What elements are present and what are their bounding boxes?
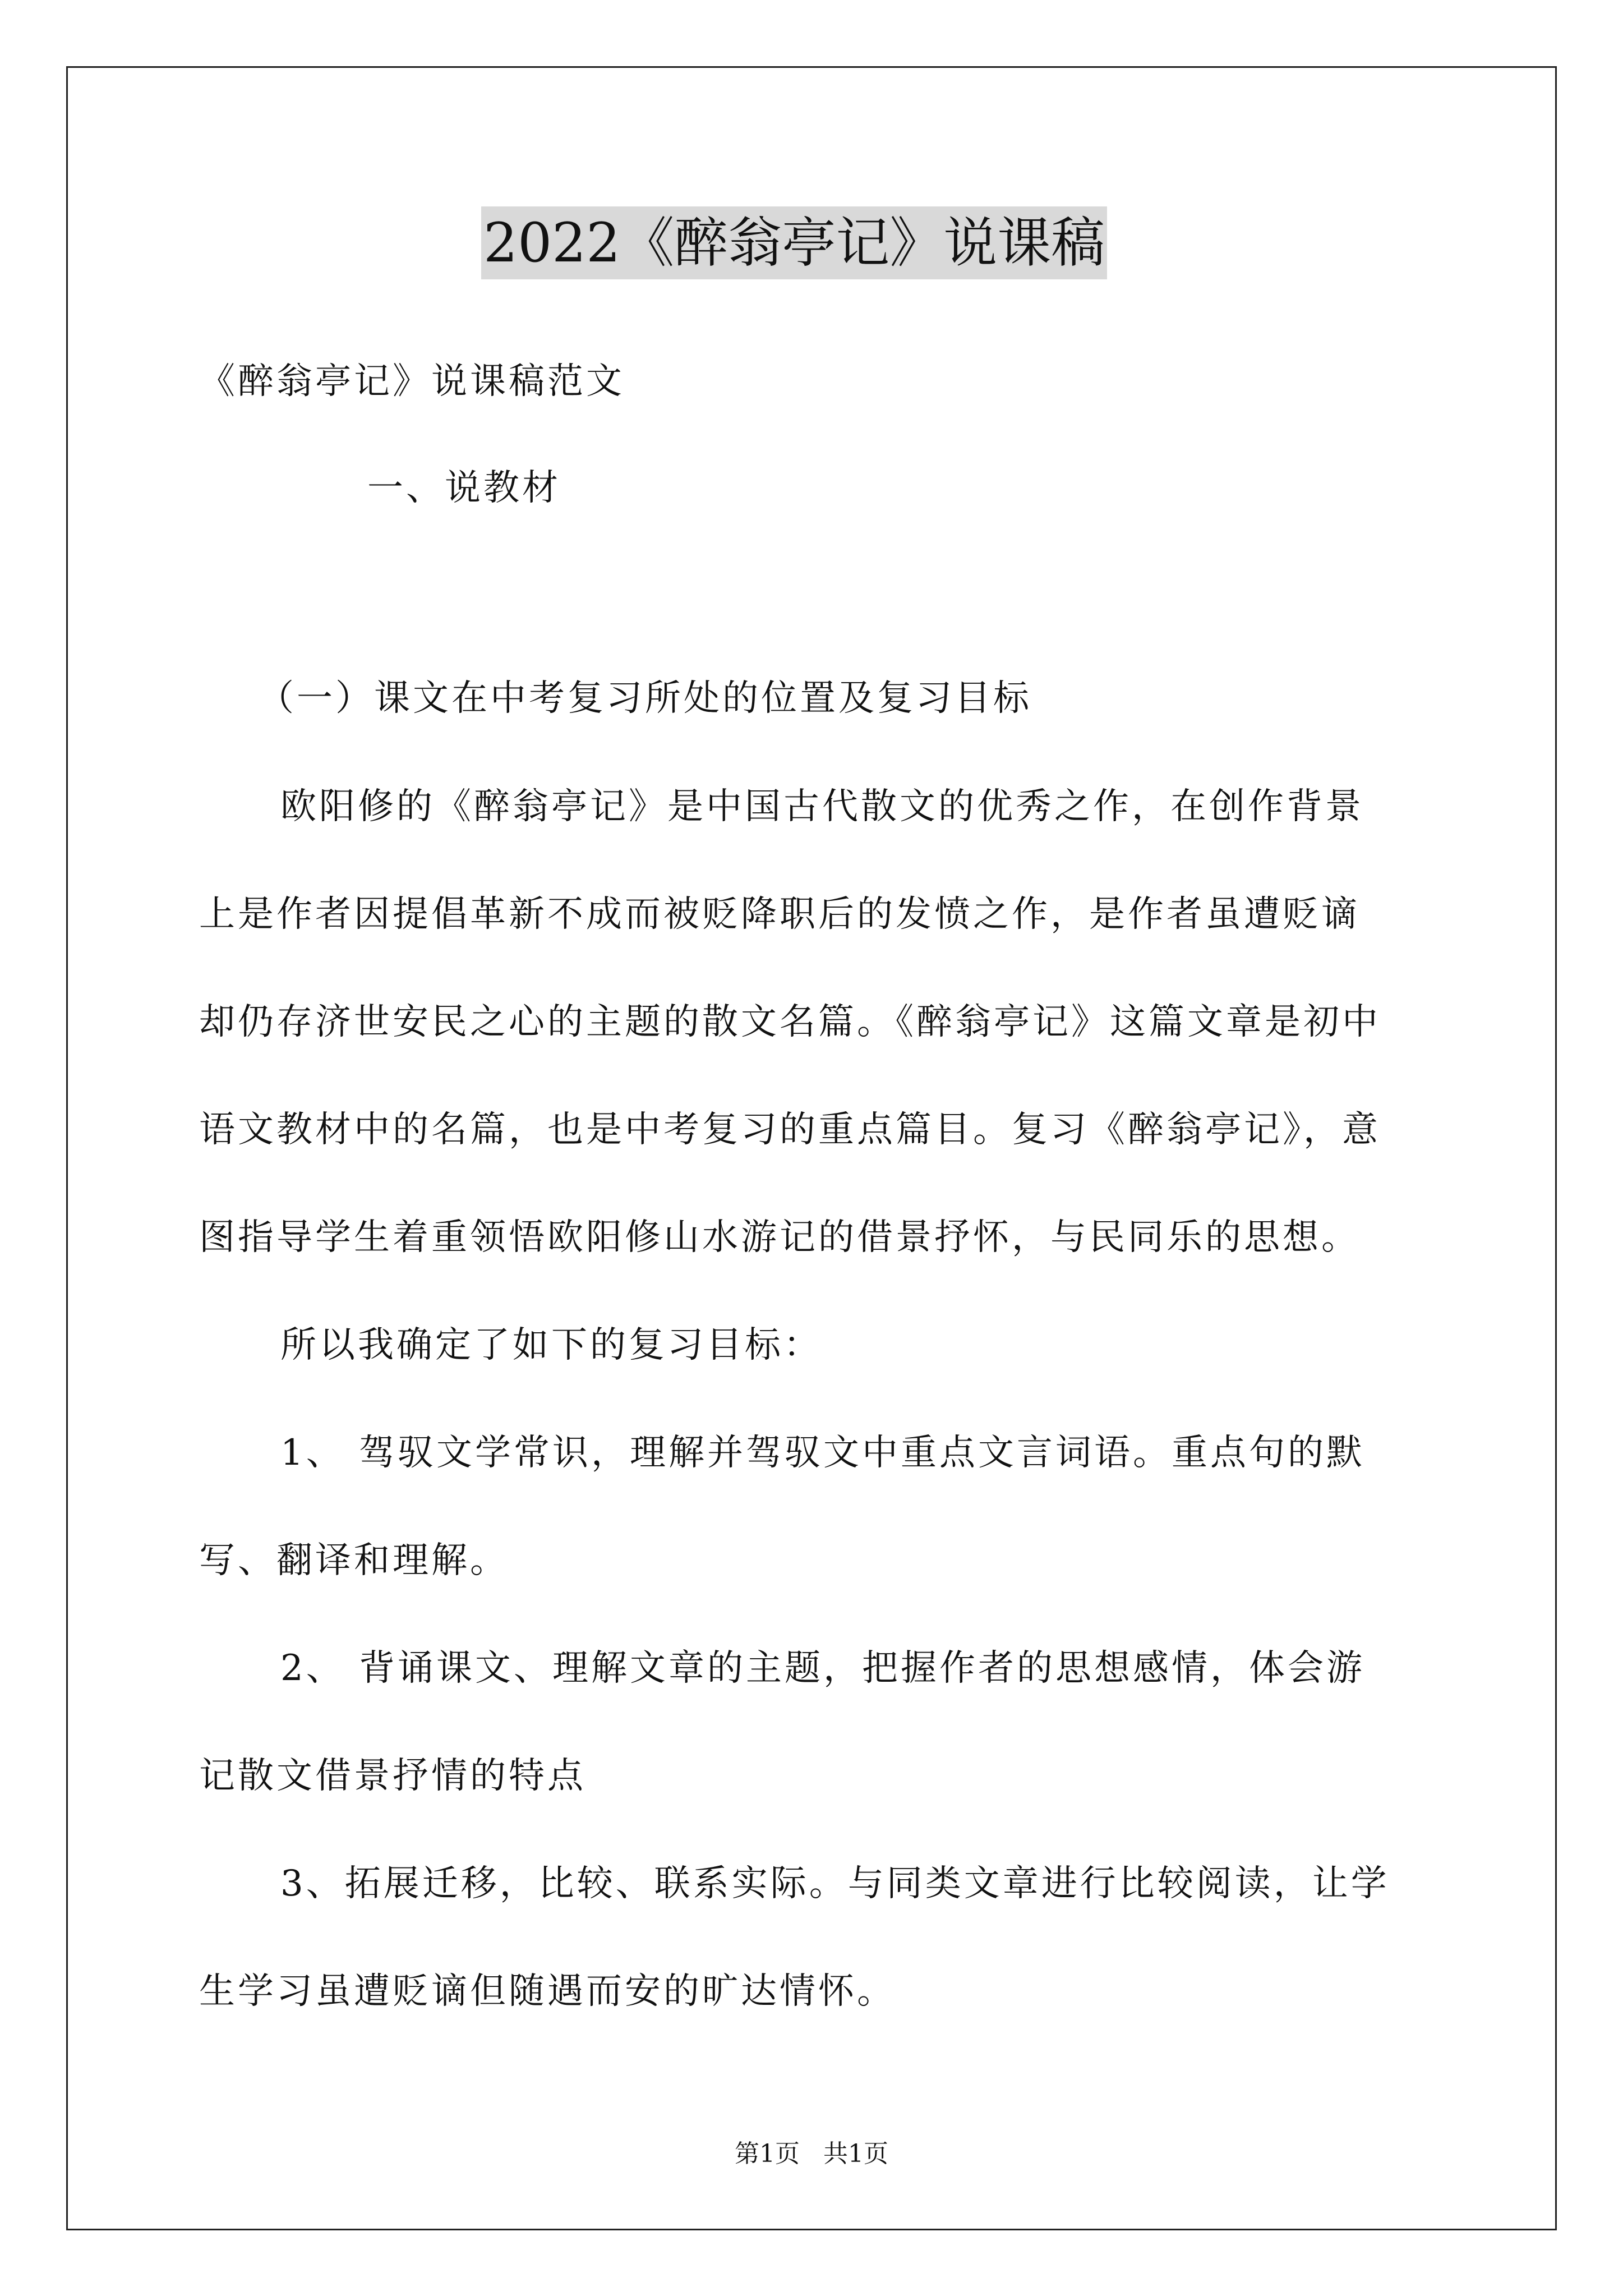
goals-intro: 所以我确定了如下的复习目标： [280,1324,822,1366]
paragraph-line: 却仍存济世安民之心的主题的散文名篇。《醉翁亭记》这篇文章是初中 [199,1001,1381,1043]
goal-1-line: 写、翻译和理解。 [199,1540,509,1581]
document-title: 2022《醉翁亭记》说课稿 [481,206,1107,279]
goal-3-line: 3、拓展迁移，比较、联系实际。与同类文章进行比较阅读，让学 [280,1863,1390,1904]
goal-2-line: 记散文借景抒情的特点 [199,1755,586,1797]
goal-1-line: 1、 驾驭文学常识，理解并驾驭文中重点文言词语。重点句的默 [280,1432,1366,1474]
paragraph-line: 欧阳修的《醉翁亭记》是中国古代散文的优秀之作，在创作背景 [280,786,1364,827]
paragraph-line: 上是作者因提倡革新不成而被贬降职后的发愤之作，是作者虽遭贬谪 [199,894,1360,935]
subsection-heading: （一）课文在中考复习所处的位置及复习目标 [258,678,1032,719]
section-heading: 一、说教材 [367,467,561,509]
page-footer: 第1页 共1页 [735,2139,888,2168]
paragraph-line: 语文教材中的名篇，也是中考复习的重点篇目。复习《醉翁亭记》，意 [199,1109,1381,1151]
document-subtitle: 《醉翁亭记》说课稿范文 [199,361,625,402]
goal-2-line: 2、 背诵课文、理解文章的主题，把握作者的思想感情，体会游 [280,1648,1366,1689]
goal-3-line: 生学习虽遭贬谪但随遇而安的旷达情怀。 [199,1971,896,2012]
paragraph-line: 图指导学生着重领悟欧阳修山水游记的借景抒怀，与民同乐的思想。 [199,1217,1360,1258]
